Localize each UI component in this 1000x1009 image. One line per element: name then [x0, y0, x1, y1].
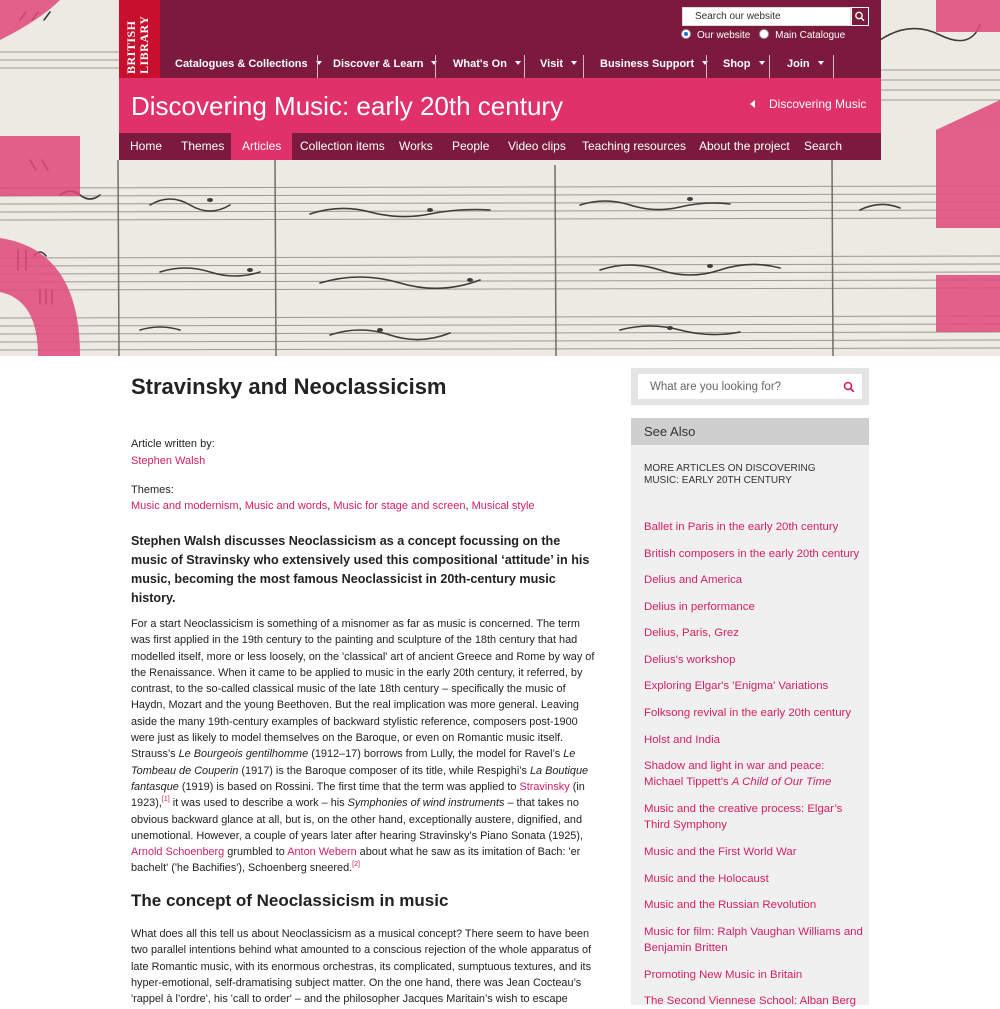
nav-label: Business Support: [600, 58, 695, 70]
radio-main-catalogue[interactable]: [759, 29, 769, 39]
nav-label: Join: [787, 58, 810, 70]
person-link-schoenberg[interactable]: Arnold Schoenberg: [131, 846, 225, 859]
author-link[interactable]: Stephen Walsh: [131, 455, 206, 467]
text-run: For a start Neoclassicism is something of a misnomer as far as music is concerned. The term was first applied in the 19th century to the painting and sculpture of the 18th century that had modelled itself, more or less loosely, on the 'classical' art of ancient Greece and Rome by way of the Renaissance. When it came to be applied to music in the early 20th century, it referred, by contrast, to the so-called classical music of the late 18th century – specifically the music of Haydn, Mozart and the young Beethoven. But the real implication was more general. Leaving aside the many 19th-century examples of backward stylistic reference, composers post-1900 were just as likely to model themselves on the Baroque, or even on Romantic music itself. Strauss’s: [131, 618, 595, 761]
person-link-stravinsky[interactable]: Stravinsky: [519, 780, 570, 793]
related-link[interactable]: Music and the First World War: [644, 846, 797, 858]
main-content: [0, 356, 1000, 1007]
nav-label: What's On: [453, 58, 507, 70]
site-search-button[interactable]: [851, 7, 869, 26]
nav-shop[interactable]: [723, 55, 765, 78]
related-link[interactable]: Delius and America: [644, 574, 743, 586]
text-run: (1919) is based on Rossini. The first time that the term was applied to: [178, 780, 520, 793]
themes-label: Themes:: [131, 484, 174, 496]
related-link[interactable]: Holst and India: [644, 734, 720, 746]
related-link[interactable]: Delius, Paris, Grez: [644, 627, 739, 639]
radio-label-our-website: Our website: [697, 30, 751, 41]
text-run: about what he saw as its imitation of Bach: 'er bachelt' ('he Bachifies'), Schoenberg sneered.: [131, 846, 581, 875]
link-text: Shadow and light in war and peace: Michael Tippett’s: [644, 760, 825, 788]
subnav-works[interactable]: Works: [399, 139, 433, 153]
text-run: (in 1923),: [131, 780, 585, 810]
nav-discover[interactable]: [333, 55, 437, 78]
nav-label: Catalogues & Collections: [175, 58, 308, 70]
related-link[interactable]: Music for film: Ralph Vaughan Williams and Benjamin Britten: [644, 926, 863, 954]
footnote-link[interactable]: [1]: [161, 796, 170, 804]
related-link[interactable]: Music and the Russian Revolution: [644, 899, 817, 911]
article-lead: Stephen Walsh discusses Neoclassicism as a concept focussing on the music of Stravinsky who extensively used this compositional ‘attitude’ in his music, becoming the most famous Neoclassicist in 20th-century music history.: [131, 534, 590, 605]
chevron-down-icon: [515, 61, 521, 65]
search-icon[interactable]: [843, 381, 855, 393]
sidebar-search: [631, 368, 869, 405]
text-run: (1917) is the Baroque composer of its title, while Respighi’s: [238, 764, 530, 777]
text-run: it was used to describe a work – his: [169, 797, 348, 810]
article-paragraph-2: What does all this tell us about Neoclassicism as a musical concept? There seem to have been two parallel intentions behind what amounted to a conscious rejection of the whole apparatus of late Romantic music, with its enormous orchestras, its complicated, sumptuous textures, and its hyper-emotional, self-dramatising subject matter. On the one hand, there was Jean Cocteau’s 'rappel à l’ordre', his 'call to order' – and the philosopher Jacques Maritain’s wish to escape: [131, 928, 592, 1006]
theme-link[interactable]: Music and modernism: [131, 500, 239, 512]
related-link[interactable]: Delius's workshop: [644, 654, 736, 666]
work-title: Symphonies of wind instruments: [347, 797, 505, 810]
subnav-articles[interactable]: Articles: [231, 133, 292, 160]
related-link[interactable]: Exploring Elgar's 'Enigma' Variations: [644, 680, 829, 692]
nav-divider: [317, 55, 318, 78]
chevron-down-icon: [818, 61, 824, 65]
british-library-logo[interactable]: [119, 0, 160, 78]
related-link[interactable]: Folksong revival in the early 20th century: [644, 707, 852, 719]
chevron-left-icon: [750, 100, 755, 108]
related-link[interactable]: Promoting New Music in Britain: [644, 969, 803, 981]
themes-list: Music and modernism, Music and words, Music for stage and screen, Musical style: [131, 500, 535, 512]
subnav-teaching-resources[interactable]: Teaching resources: [582, 139, 687, 153]
related-link[interactable]: British composers in the early 20th century: [644, 548, 860, 560]
nav-divider: [769, 55, 770, 78]
related-link[interactable]: Delius in performance: [644, 601, 755, 613]
article-title: Stravinsky and Neoclassicism: [131, 374, 447, 399]
nav-divider: [583, 55, 584, 78]
nav-business-support[interactable]: [600, 55, 708, 78]
nav-label: Discover & Learn: [333, 58, 424, 70]
theme-link[interactable]: Music and words: [244, 500, 328, 512]
related-link[interactable]: Ballet in Paris in the early 20th century: [644, 521, 839, 533]
related-link[interactable]: Music and the creative process: Elgar’s Third Symphony: [644, 803, 843, 831]
nav-divider: [706, 55, 707, 78]
text-run: (1912–17) borrows from Lully, the model for Ravel’s: [308, 748, 564, 761]
radio-our-website[interactable]: [681, 29, 691, 39]
nav-divider: [833, 55, 834, 78]
work-title: Le Bourgeois gentilhomme: [178, 748, 309, 761]
work-title: Le Tombeau de Couperin: [131, 748, 576, 777]
see-also-header: See Also: [631, 418, 869, 445]
subnav-video-clips[interactable]: Video clips: [508, 139, 566, 153]
theme-link[interactable]: Musical style: [471, 500, 535, 512]
related-link[interactable]: The Second Viennese School: Alban Berg: [644, 995, 856, 1007]
chevron-down-icon: [571, 61, 577, 65]
chevron-down-icon: [759, 61, 765, 65]
site-search-input[interactable]: [682, 7, 851, 26]
subnav-collection-items[interactable]: Collection items: [300, 139, 385, 153]
radio-label-main-catalogue: Main Catalogue: [775, 30, 846, 41]
search-scope: [681, 29, 851, 43]
nav-join[interactable]: [787, 55, 824, 78]
written-by-label: Article written by:: [131, 438, 215, 450]
main-nav: [160, 55, 881, 78]
logo-text: BRITISH LIBRARY: [124, 15, 151, 74]
related-heading: MORE ARTICLES ON DISCOVERING MUSIC: EARLY 20TH CENTURY: [644, 463, 816, 486]
subnav-about-the-project[interactable]: About the project: [699, 139, 790, 153]
person-link-webern[interactable]: Anton Webern: [287, 846, 357, 859]
nav-label: Visit: [540, 58, 564, 70]
back-link-label: Discovering Music: [769, 97, 867, 111]
text-run: grumbled to: [224, 846, 288, 859]
sidebar-search-input[interactable]: [638, 374, 862, 399]
text-run: – that takes no obvious backward glance at all, but is, on the other hand, exceptionally austere, dignified, and unemotional. However, a couple of years later after hearing Stravinsky’s Piano Sonata (1925),: [131, 797, 584, 842]
subnav-themes[interactable]: Themes: [181, 139, 225, 153]
section-title: Discovering Music: early 20th century: [131, 91, 564, 121]
nav-whats-on[interactable]: [453, 55, 521, 78]
section-title-bar: [119, 78, 881, 133]
article-paragraph-1: [131, 616, 597, 877]
section-nav: [119, 133, 881, 160]
subnav-people[interactable]: People: [452, 139, 490, 153]
nav-visit[interactable]: [540, 55, 577, 78]
nav-label: Shop: [723, 58, 751, 70]
related-link[interactable]: [644, 758, 864, 790]
related-link[interactable]: Music and the Holocaust: [644, 873, 769, 885]
work-title: La Boutique fantasque: [131, 764, 589, 793]
section-heading: The concept of Neoclassicism in music: [131, 891, 449, 910]
subnav-home[interactable]: Home: [130, 139, 163, 153]
nav-divider: [524, 55, 525, 78]
related-articles: [631, 445, 869, 1005]
footnote-link[interactable]: [2]: [352, 861, 360, 869]
nav-divider: [435, 55, 436, 78]
nav-catalogues[interactable]: [175, 55, 322, 78]
search-icon: [852, 8, 868, 25]
work-title: A Child of Our Time: [731, 776, 832, 788]
back-to-discovering-music[interactable]: [750, 97, 866, 111]
subnav-search[interactable]: Search: [804, 139, 843, 153]
site-search: [682, 7, 869, 26]
theme-link[interactable]: Music for stage and screen: [333, 500, 466, 512]
